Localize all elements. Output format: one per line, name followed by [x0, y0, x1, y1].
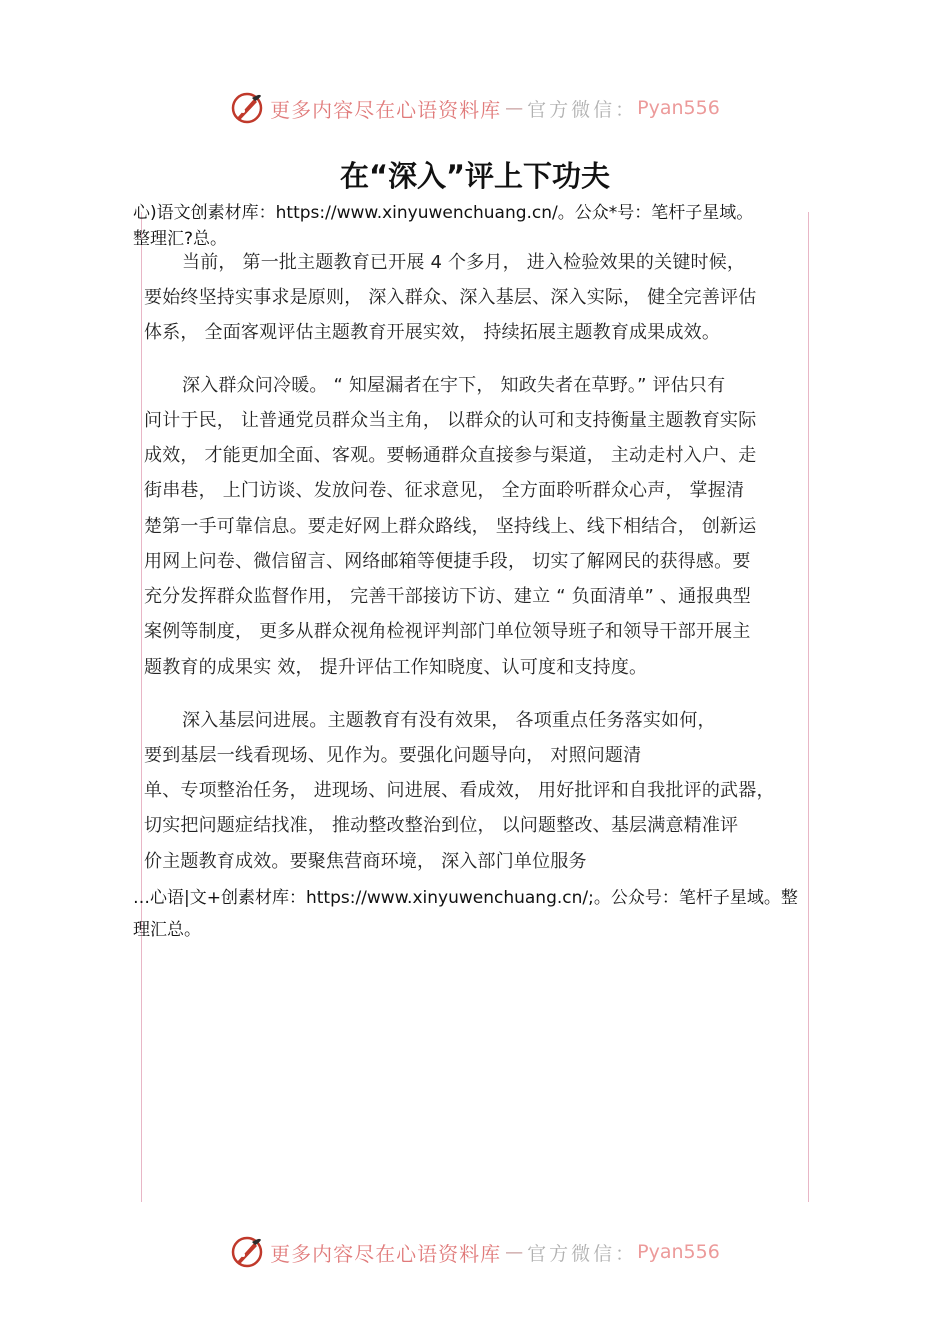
paragraph-3-line: 单、专项整治任务， 进现场、问进展、看成效， 用好批评和自我批评的武器，: [144, 780, 775, 801]
header-banner: [0, 88, 950, 128]
banner-separator: —: [505, 1241, 524, 1263]
page-margin-left: [141, 212, 142, 1202]
banner-wechat-label: 官方微信：: [527, 1242, 638, 1265]
paragraph-2-line: 题教育的成果实 效， 提升评估工作知晓度、认可度和支持度。: [144, 657, 648, 678]
paragraph-3-line: 要到基层一线看现场、见作为。要强化问题导向， 对照问题清: [144, 745, 642, 766]
paragraph-1-line: 当前， 第一批主题教育已开展 4 个多月， 进入检验效果的关键时候，: [182, 252, 746, 273]
banner-handle: Pyan556: [637, 97, 720, 119]
paragraph-2-line: 充分发挥群众监督作用， 完善干部接访下访、建立 “ 负面清单” 、通报典型: [144, 586, 751, 607]
banner-separator: —: [505, 97, 524, 119]
source-note-bottom-cont: 理汇总。: [133, 920, 201, 940]
paragraph-1-line: 体系， 全面客观评估主题教育开展实效， 持续拓展主题教育成果成效。: [144, 322, 721, 343]
paragraph-2-line: 楚第一手可靠信息。要走好网上群众路线， 坚持线上、线下相结合， 创新运: [144, 516, 757, 537]
banner-handle: Pyan556: [637, 1241, 720, 1263]
source-note-bottom: …心语|文+创素材库：https://www.xinyuwenchuang.cn/;。公众号：笔杆子星域。整: [133, 888, 798, 908]
paragraph-2-line: 街串巷， 上门访谈、发放问卷、征求意见， 全方面聆听群众心声， 掌握清: [144, 480, 745, 501]
paragraph-2-line: 问计于民， 让普通党员群众当主角， 以群众的认可和支持衡量主题教育实际: [144, 410, 757, 431]
paragraph-2-line: 深入群众问冷暖。 “ 知屋漏者在宇下， 知政失者在草野。” 评估只有: [182, 375, 726, 396]
page-margin-right: [808, 212, 809, 1202]
paragraph-3-line: 价主题教育成效。要聚焦营商环境， 深入部门单位服务: [144, 851, 587, 872]
paragraph-2-line: 用网上问卷、微信留言、网络邮箱等便捷手段， 切实了解网民的获得感。要: [144, 551, 751, 572]
document-title: 在“深入”评上下功夫: [339, 159, 611, 193]
paragraph-2-line: 成效， 才能更加全面、客观。要畅通群众直接参与渠道， 主动走村入户、走: [144, 445, 757, 466]
quill-logo-icon: [230, 1235, 264, 1269]
source-note-top-cont: 整理汇?总。: [133, 229, 228, 249]
footer-banner: [0, 1232, 950, 1272]
quill-logo-icon: [230, 91, 264, 125]
source-note-top: 心)语文创素材库：https://www.xinyuwenchuang.cn/。公众*号：笔杆子星域。: [133, 203, 754, 223]
banner-text: 更多内容尽在心语资料库: [270, 1241, 502, 1266]
paragraph-3-line: 深入基层问进展。主题教育有没有效果， 各项重点任务落实如何，: [182, 710, 716, 731]
banner-text: 更多内容尽在心语资料库: [270, 97, 502, 122]
banner-wechat-label: 官方微信：: [527, 98, 638, 121]
paragraph-1-line: 要始终坚持实事求是原则， 深入群众、深入基层、深入实际， 健全完善评估: [144, 287, 757, 308]
paragraph-3-line: 切实把问题症结找准， 推动整改整治到位， 以问题整改、基层满意精准评: [144, 815, 739, 836]
paragraph-2-line: 案例等制度， 更多从群众视角检视评判部门单位领导班子和领导干部开展主: [144, 621, 751, 642]
